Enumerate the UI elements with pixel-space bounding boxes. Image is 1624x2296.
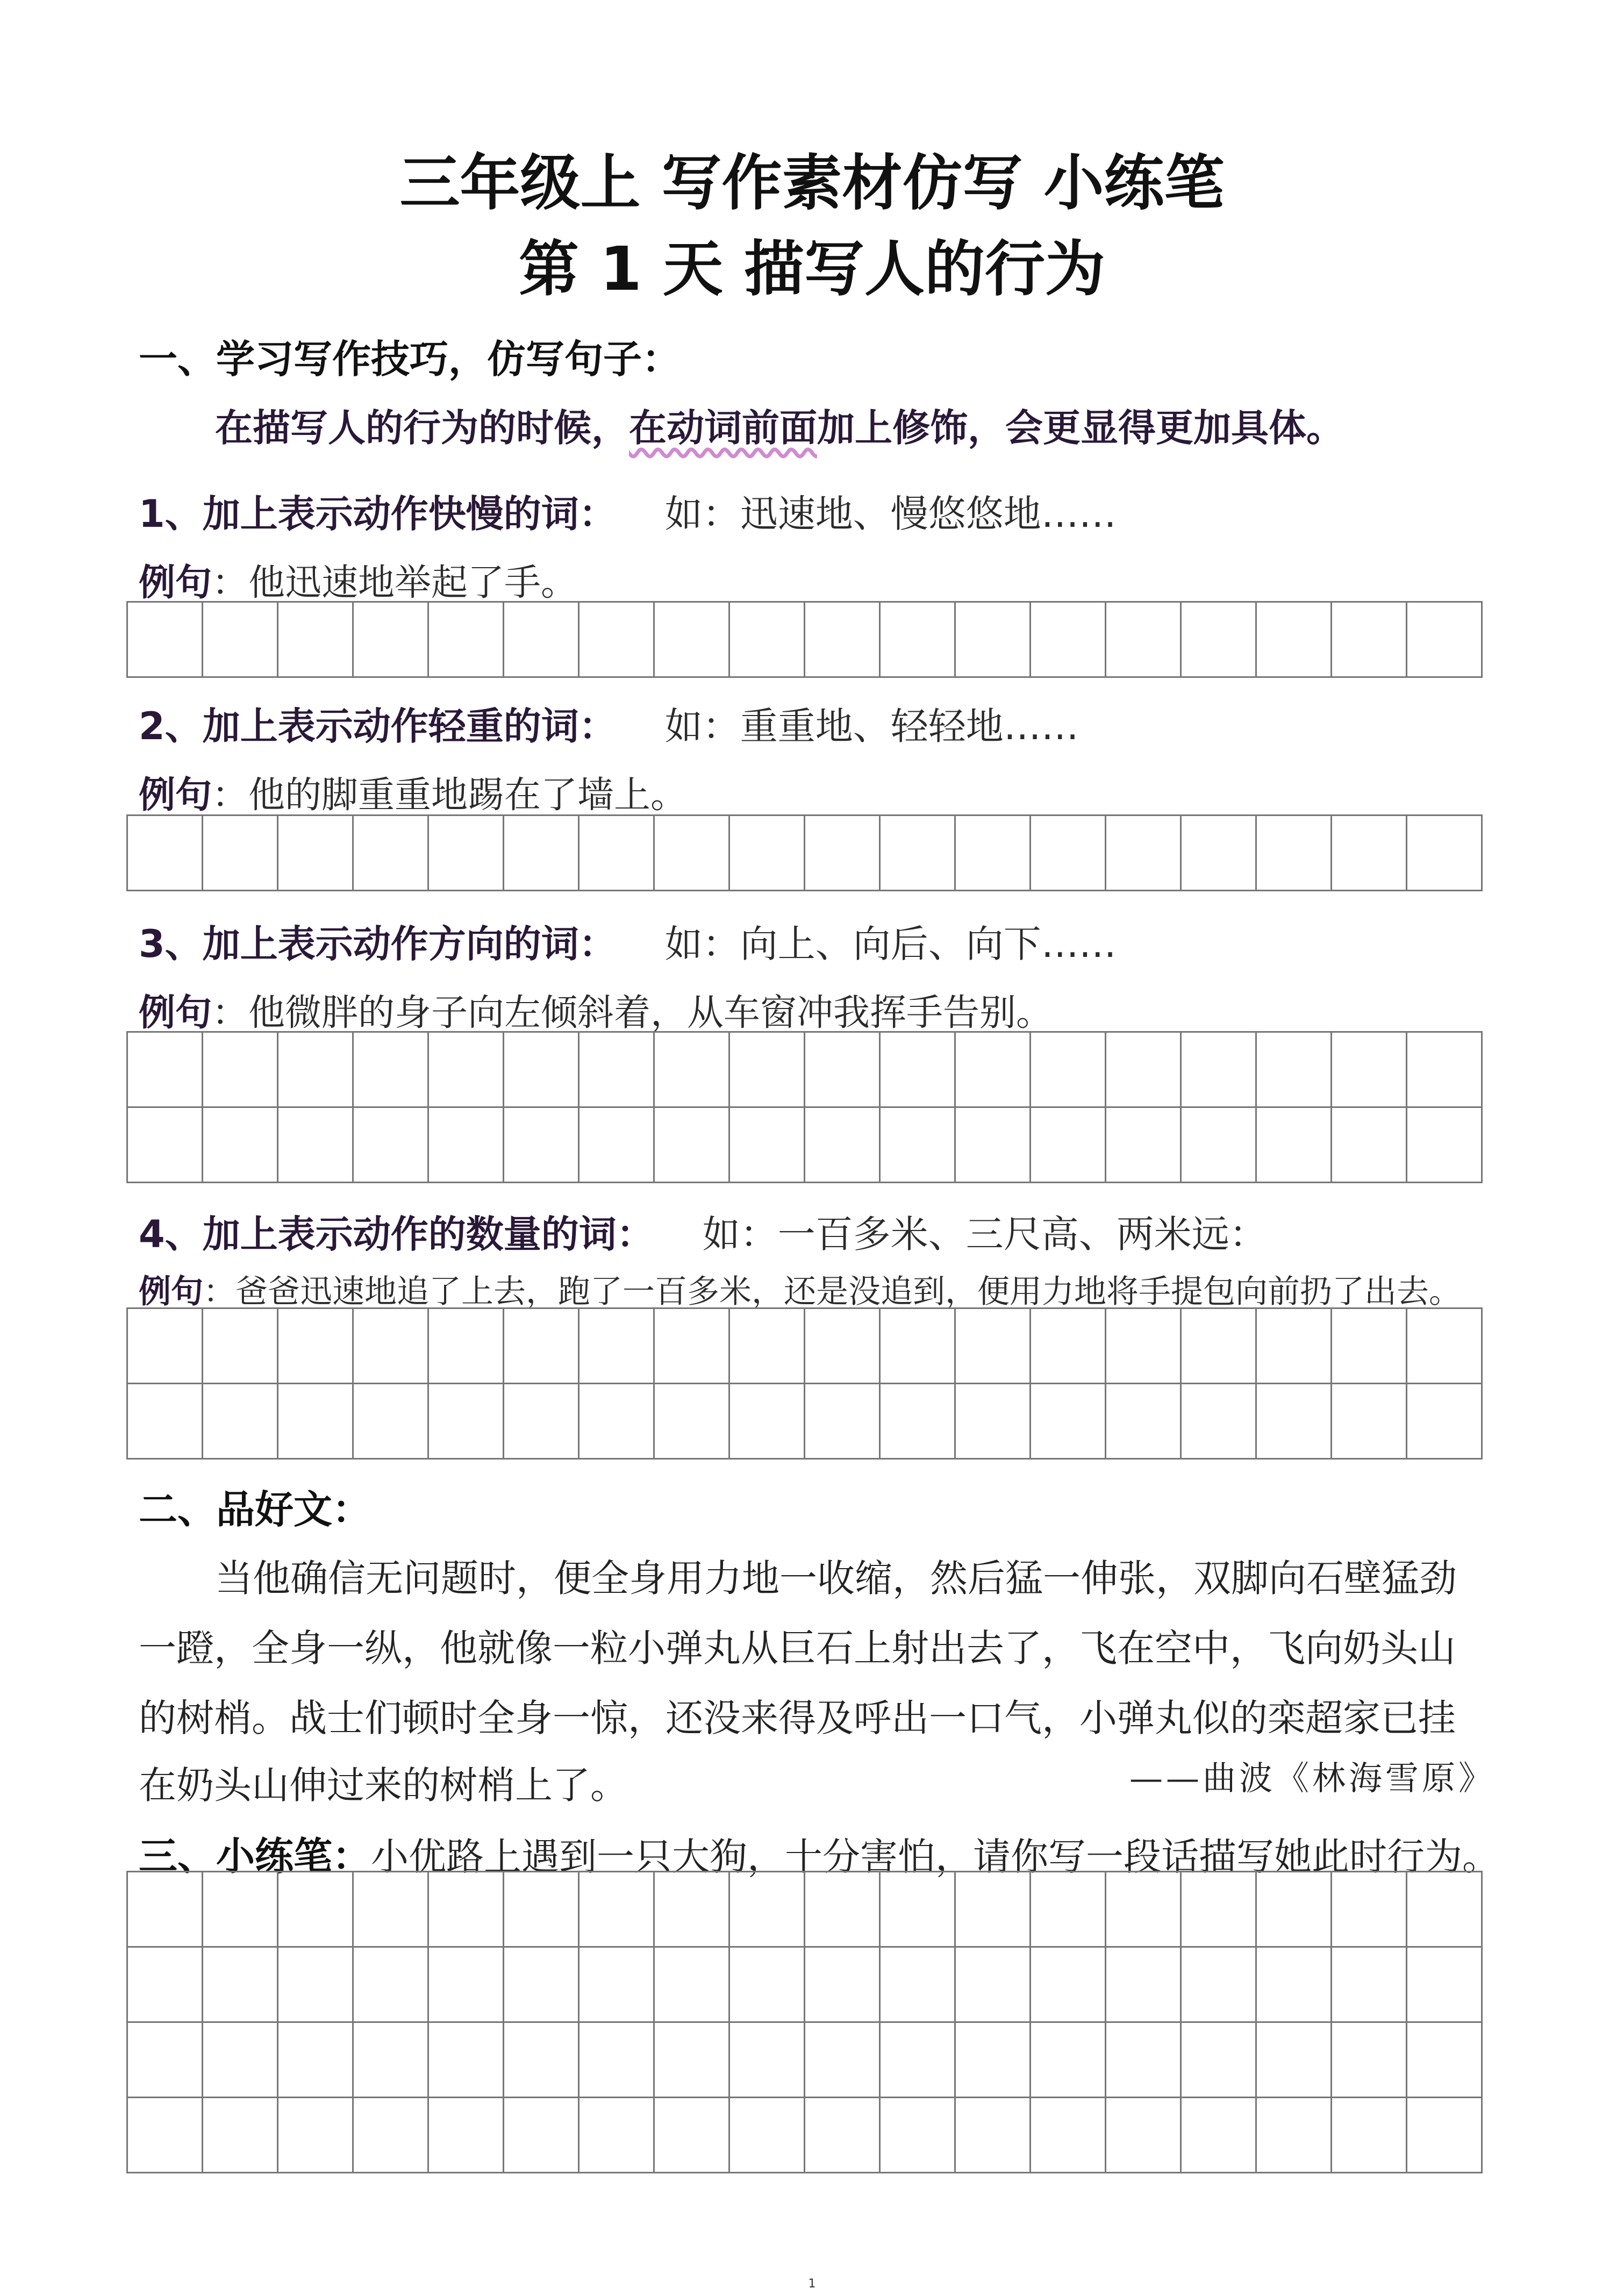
grid-cell[interactable]	[1332, 2098, 1407, 2173]
grid-cell[interactable]	[881, 1309, 956, 1384]
grid-cell[interactable]	[1106, 816, 1182, 891]
section3-heading: 三、小练笔：	[139, 1834, 371, 1879]
grid-cell[interactable]	[805, 816, 881, 891]
grid-cell[interactable]	[655, 816, 730, 891]
grid-cell[interactable]	[429, 2098, 504, 2173]
grid-cell[interactable]	[881, 1033, 956, 1108]
grid-cell[interactable]	[504, 1309, 580, 1384]
grid-cell[interactable]	[1031, 2023, 1106, 2098]
page-title: 三年级上 写作素材仿写 小练笔	[399, 148, 1225, 218]
item4-title: 4、加上表示动作的数量的词：	[139, 1212, 654, 1256]
grid-cell[interactable]	[730, 603, 805, 678]
grid-cell[interactable]	[429, 1309, 504, 1384]
grid-cell[interactable]	[1332, 1033, 1407, 1108]
grid-cell[interactable]	[278, 1384, 354, 1460]
grid-cell[interactable]	[203, 1384, 278, 1460]
grid-cell[interactable]	[1407, 1033, 1483, 1108]
grid-cell[interactable]	[1257, 1309, 1332, 1384]
grid-cell[interactable]	[580, 1309, 655, 1384]
passage-line-4: 在奶头山伸过来的树梢上了。	[139, 1763, 628, 1807]
item3-writing-grid[interactable]	[126, 1031, 1483, 1183]
section1-intro	[215, 398, 1344, 452]
grid-cell[interactable]	[429, 1108, 504, 1183]
grid-cell[interactable]	[730, 1309, 805, 1384]
passage-line-2: 一蹬，全身一纵，他就像一粒小弹丸从巨石上射出去了，飞在空中，飞向奶头山	[139, 1626, 1456, 1670]
item2-writing-grid[interactable]	[126, 814, 1483, 891]
grid-cell[interactable]	[1182, 1309, 1257, 1384]
grid-cell[interactable]	[278, 2098, 354, 2173]
grid-cell[interactable]	[354, 1384, 429, 1460]
grid-cell[interactable]	[730, 816, 805, 891]
grid-cell[interactable]	[1407, 1309, 1483, 1384]
grid-cell[interactable]	[128, 816, 203, 891]
grid-cell[interactable]	[354, 2023, 429, 2098]
grid-cell[interactable]	[655, 2098, 730, 2173]
grid-cell[interactable]	[1332, 1108, 1407, 1183]
grid-cell[interactable]	[1106, 1033, 1182, 1108]
section3-prompt: 小优路上遇到一只大狗，十分害怕，请你写一段话描写她此时行为。	[371, 1835, 1500, 1879]
grid-cell[interactable]	[1182, 1872, 1257, 1948]
grid-cell[interactable]	[1182, 816, 1257, 891]
grid-cell[interactable]	[1031, 816, 1106, 891]
grid-cell[interactable]	[881, 1108, 956, 1183]
grid-cell[interactable]	[730, 1872, 805, 1948]
grid-cell[interactable]	[1407, 2098, 1483, 2173]
grid-cell[interactable]	[504, 1033, 580, 1108]
grid-cell[interactable]	[881, 2023, 956, 2098]
grid-cell[interactable]	[128, 2098, 203, 2173]
grid-cell[interactable]	[730, 2023, 805, 2098]
grid-cell[interactable]	[1407, 1384, 1483, 1460]
grid-cell[interactable]	[1257, 816, 1332, 891]
grid-cell[interactable]	[805, 603, 881, 678]
grid-cell[interactable]	[128, 1872, 203, 1948]
grid-cell[interactable]	[1257, 1033, 1332, 1108]
example-label: 例句	[139, 774, 212, 817]
grid-cell[interactable]	[1106, 1948, 1182, 2023]
grid-cell[interactable]	[1257, 2023, 1332, 2098]
grid-cell[interactable]	[203, 1948, 278, 2023]
item4-writing-grid[interactable]	[126, 1307, 1483, 1460]
grid-cell[interactable]	[1182, 1948, 1257, 2023]
section1-heading: 一、学习写作技巧，仿写句子：	[139, 337, 681, 382]
grid-cell[interactable]	[128, 1384, 203, 1460]
grid-cell[interactable]	[203, 603, 278, 678]
grid-cell[interactable]	[278, 816, 354, 891]
item3-heading	[139, 914, 1117, 968]
grid-cell[interactable]	[429, 816, 504, 891]
grid-cell[interactable]	[1106, 2023, 1182, 2098]
example-label: 例句	[139, 1273, 203, 1311]
grid-cell[interactable]	[1031, 603, 1106, 678]
grid-cell[interactable]	[805, 1033, 881, 1108]
grid-cell[interactable]	[956, 816, 1031, 891]
grid-cell[interactable]	[1182, 1033, 1257, 1108]
grid-cell[interactable]	[1257, 1872, 1332, 1948]
grid-cell[interactable]	[730, 1108, 805, 1183]
grid-cell[interactable]	[354, 1872, 429, 1948]
grid-cell[interactable]	[1182, 1108, 1257, 1183]
item1-writing-grid[interactable]	[126, 601, 1483, 678]
grid-cell[interactable]	[504, 603, 580, 678]
grid-cell[interactable]	[805, 1948, 881, 2023]
grid-cell[interactable]	[655, 1108, 730, 1183]
grid-cell[interactable]	[1106, 1872, 1182, 1948]
grid-cell[interactable]	[1031, 1309, 1106, 1384]
grid-cell[interactable]	[203, 816, 278, 891]
grid-cell[interactable]	[881, 816, 956, 891]
grid-cell[interactable]	[203, 2023, 278, 2098]
grid-cell[interactable]	[429, 2023, 504, 2098]
grid-cell[interactable]	[504, 1872, 580, 1948]
grid-cell[interactable]	[354, 1033, 429, 1108]
grid-cell[interactable]	[1106, 603, 1182, 678]
grid-cell[interactable]	[203, 2098, 278, 2173]
grid-cell[interactable]	[429, 1948, 504, 2023]
grid-cell[interactable]	[730, 1384, 805, 1460]
grid-cell[interactable]	[278, 1872, 354, 1948]
intro-wavy: 在动词前面	[629, 406, 817, 450]
grid-cell[interactable]	[805, 1309, 881, 1384]
grid-cell[interactable]	[1257, 1108, 1332, 1183]
passage-line-1: 当他确信无问题时，便全身用力地一收缩，然后猛一伸张，双脚向石壁猛劲	[215, 1556, 1457, 1600]
grid-cell[interactable]	[1106, 1384, 1182, 1460]
example-label: 例句	[139, 562, 212, 604]
grid-cell[interactable]	[730, 1033, 805, 1108]
item2-example	[139, 766, 687, 818]
grid-cell[interactable]	[805, 2023, 881, 2098]
grid-cell[interactable]	[805, 2098, 881, 2173]
grid-cell[interactable]	[354, 1309, 429, 1384]
grid-cell[interactable]	[278, 1948, 354, 2023]
grid-cell[interactable]	[504, 1384, 580, 1460]
grid-cell[interactable]	[1031, 1033, 1106, 1108]
grid-cell[interactable]	[1031, 1384, 1106, 1460]
item2-example-text: ：他的脚重重地踢在了墙上。	[212, 774, 688, 817]
grid-cell[interactable]	[956, 2023, 1031, 2098]
grid-cell[interactable]	[805, 1384, 881, 1460]
grid-cell[interactable]	[278, 603, 354, 678]
grid-cell[interactable]	[1332, 816, 1407, 891]
grid-cell[interactable]	[580, 1033, 655, 1108]
intro-part2: 加上修饰，会更显得更加具体。	[817, 406, 1344, 450]
grid-cell[interactable]	[805, 1872, 881, 1948]
grid-cell[interactable]	[1182, 603, 1257, 678]
grid-cell[interactable]	[1182, 2098, 1257, 2173]
grid-cell[interactable]	[881, 1948, 956, 2023]
item3-example	[139, 984, 1053, 1036]
grid-cell[interactable]	[881, 1384, 956, 1460]
item1-title: 1、加上表示动作快慢的词：	[139, 492, 617, 536]
grid-cell[interactable]	[128, 1033, 203, 1108]
section2-heading: 二、品好文：	[139, 1487, 371, 1532]
item1-heading	[139, 484, 1117, 538]
grid-cell[interactable]	[1332, 1309, 1407, 1384]
page-number: 1	[808, 2277, 816, 2291]
grid-cell[interactable]	[956, 1108, 1031, 1183]
grid-cell[interactable]	[956, 1033, 1031, 1108]
grid-cell[interactable]	[1257, 1948, 1332, 2023]
grid-cell[interactable]	[580, 1108, 655, 1183]
grid-cell[interactable]	[429, 1033, 504, 1108]
passage-source: ——曲波《林海雪原》	[1129, 1758, 1495, 1798]
example-label: 例句	[139, 992, 212, 1034]
item4-example	[139, 1266, 1461, 1312]
grid-cell[interactable]	[203, 1108, 278, 1183]
item2-heading	[139, 696, 1079, 750]
grid-cell[interactable]	[881, 1872, 956, 1948]
grid-cell[interactable]	[1332, 1948, 1407, 2023]
grid-cell[interactable]	[580, 603, 655, 678]
grid-cell[interactable]	[1257, 1384, 1332, 1460]
grid-cell[interactable]	[956, 1872, 1031, 1948]
grid-cell[interactable]	[1182, 1384, 1257, 1460]
grid-cell[interactable]	[1257, 2098, 1332, 2173]
grid-cell[interactable]	[881, 603, 956, 678]
item2-hint: 如：重重地、轻轻地……	[664, 704, 1079, 748]
grid-cell[interactable]	[504, 2023, 580, 2098]
grid-cell[interactable]	[504, 1948, 580, 2023]
grid-cell[interactable]	[956, 1948, 1031, 2023]
grid-cell[interactable]	[203, 1872, 278, 1948]
grid-cell[interactable]	[128, 1948, 203, 2023]
grid-cell[interactable]	[1031, 1872, 1106, 1948]
item1-hint: 如：迅速地、慢悠悠地……	[664, 492, 1117, 536]
practice-writing-grid[interactable]	[126, 1871, 1483, 2173]
item4-hint: 如：一百多米、三尺高、两米远：	[702, 1212, 1267, 1256]
grid-cell[interactable]	[1106, 1309, 1182, 1384]
item1-example-text: ：他迅速地举起了手。	[212, 562, 578, 604]
grid-cell[interactable]	[504, 1108, 580, 1183]
grid-cell[interactable]	[354, 816, 429, 891]
grid-cell[interactable]	[580, 2098, 655, 2173]
item3-hint: 如：向上、向后、向下……	[664, 922, 1117, 966]
grid-cell[interactable]	[278, 1108, 354, 1183]
grid-cell[interactable]	[655, 1872, 730, 1948]
grid-cell[interactable]	[278, 1309, 354, 1384]
grid-cell[interactable]	[1407, 816, 1483, 891]
grid-cell[interactable]	[278, 2023, 354, 2098]
grid-cell[interactable]	[1257, 603, 1332, 678]
grid-cell[interactable]	[429, 1872, 504, 1948]
grid-cell[interactable]	[1182, 2023, 1257, 2098]
item2-title: 2、加上表示动作轻重的词：	[139, 704, 617, 748]
grid-cell[interactable]	[1332, 2023, 1407, 2098]
grid-cell[interactable]	[1332, 1872, 1407, 1948]
grid-cell[interactable]	[1407, 1872, 1483, 1948]
grid-cell[interactable]	[1031, 1108, 1106, 1183]
grid-cell[interactable]	[956, 2098, 1031, 2173]
grid-cell[interactable]	[956, 603, 1031, 678]
intro-part1: 在描写人的行为的时候，	[215, 406, 629, 450]
grid-cell[interactable]	[354, 1948, 429, 2023]
grid-cell[interactable]	[203, 1309, 278, 1384]
item4-example-text: ：爸爸迅速地追了上去，跑了一百多米，还是没追到，便用力地将手提包向前扔了出去。	[203, 1273, 1461, 1311]
grid-cell[interactable]	[1407, 603, 1483, 678]
grid-cell[interactable]	[730, 2098, 805, 2173]
grid-cell[interactable]	[655, 603, 730, 678]
grid-cell[interactable]	[354, 2098, 429, 2173]
grid-cell[interactable]	[128, 1108, 203, 1183]
grid-cell[interactable]	[805, 1108, 881, 1183]
grid-cell[interactable]	[278, 1033, 354, 1108]
grid-cell[interactable]	[429, 1384, 504, 1460]
grid-cell[interactable]	[655, 1309, 730, 1384]
grid-cell[interactable]	[128, 603, 203, 678]
grid-cell[interactable]	[881, 2098, 956, 2173]
grid-cell[interactable]	[730, 1948, 805, 2023]
grid-cell[interactable]	[354, 1108, 429, 1183]
grid-cell[interactable]	[1031, 1948, 1106, 2023]
grid-cell[interactable]	[580, 2023, 655, 2098]
grid-cell[interactable]	[655, 1033, 730, 1108]
grid-cell[interactable]	[1332, 603, 1407, 678]
grid-cell[interactable]	[128, 1309, 203, 1384]
grid-cell[interactable]	[1106, 2098, 1182, 2173]
grid-cell[interactable]	[128, 2023, 203, 2098]
item1-example	[139, 554, 577, 606]
grid-cell[interactable]	[580, 1384, 655, 1460]
item3-example-text: ：他微胖的身子向左倾斜着，从车窗冲我挥手告别。	[212, 992, 1053, 1034]
grid-cell[interactable]	[354, 603, 429, 678]
grid-cell[interactable]	[203, 1033, 278, 1108]
grid-cell[interactable]	[580, 1948, 655, 2023]
grid-cell[interactable]	[580, 816, 655, 891]
grid-cell[interactable]	[1407, 1108, 1483, 1183]
grid-cell[interactable]	[504, 816, 580, 891]
grid-cell[interactable]	[1031, 2098, 1106, 2173]
grid-cell[interactable]	[1407, 2023, 1483, 2098]
grid-cell[interactable]	[429, 603, 504, 678]
grid-cell[interactable]	[956, 1384, 1031, 1460]
grid-cell[interactable]	[580, 1872, 655, 1948]
grid-cell[interactable]	[1106, 1108, 1182, 1183]
grid-cell[interactable]	[1407, 1948, 1483, 2023]
grid-cell[interactable]	[655, 1948, 730, 2023]
passage-line-3: 的树梢。战士们顿时全身一惊，还没来得及呼出一口气，小弹丸似的栾超家已挂	[139, 1696, 1456, 1740]
page-subtitle: 第 1 天 描写人的行为	[519, 234, 1105, 304]
grid-cell[interactable]	[655, 1384, 730, 1460]
item4-heading	[139, 1204, 1267, 1258]
grid-cell[interactable]	[956, 1309, 1031, 1384]
grid-cell[interactable]	[504, 2098, 580, 2173]
grid-cell[interactable]	[1332, 1384, 1407, 1460]
grid-cell[interactable]	[655, 2023, 730, 2098]
item3-title: 3、加上表示动作方向的词：	[139, 922, 617, 966]
